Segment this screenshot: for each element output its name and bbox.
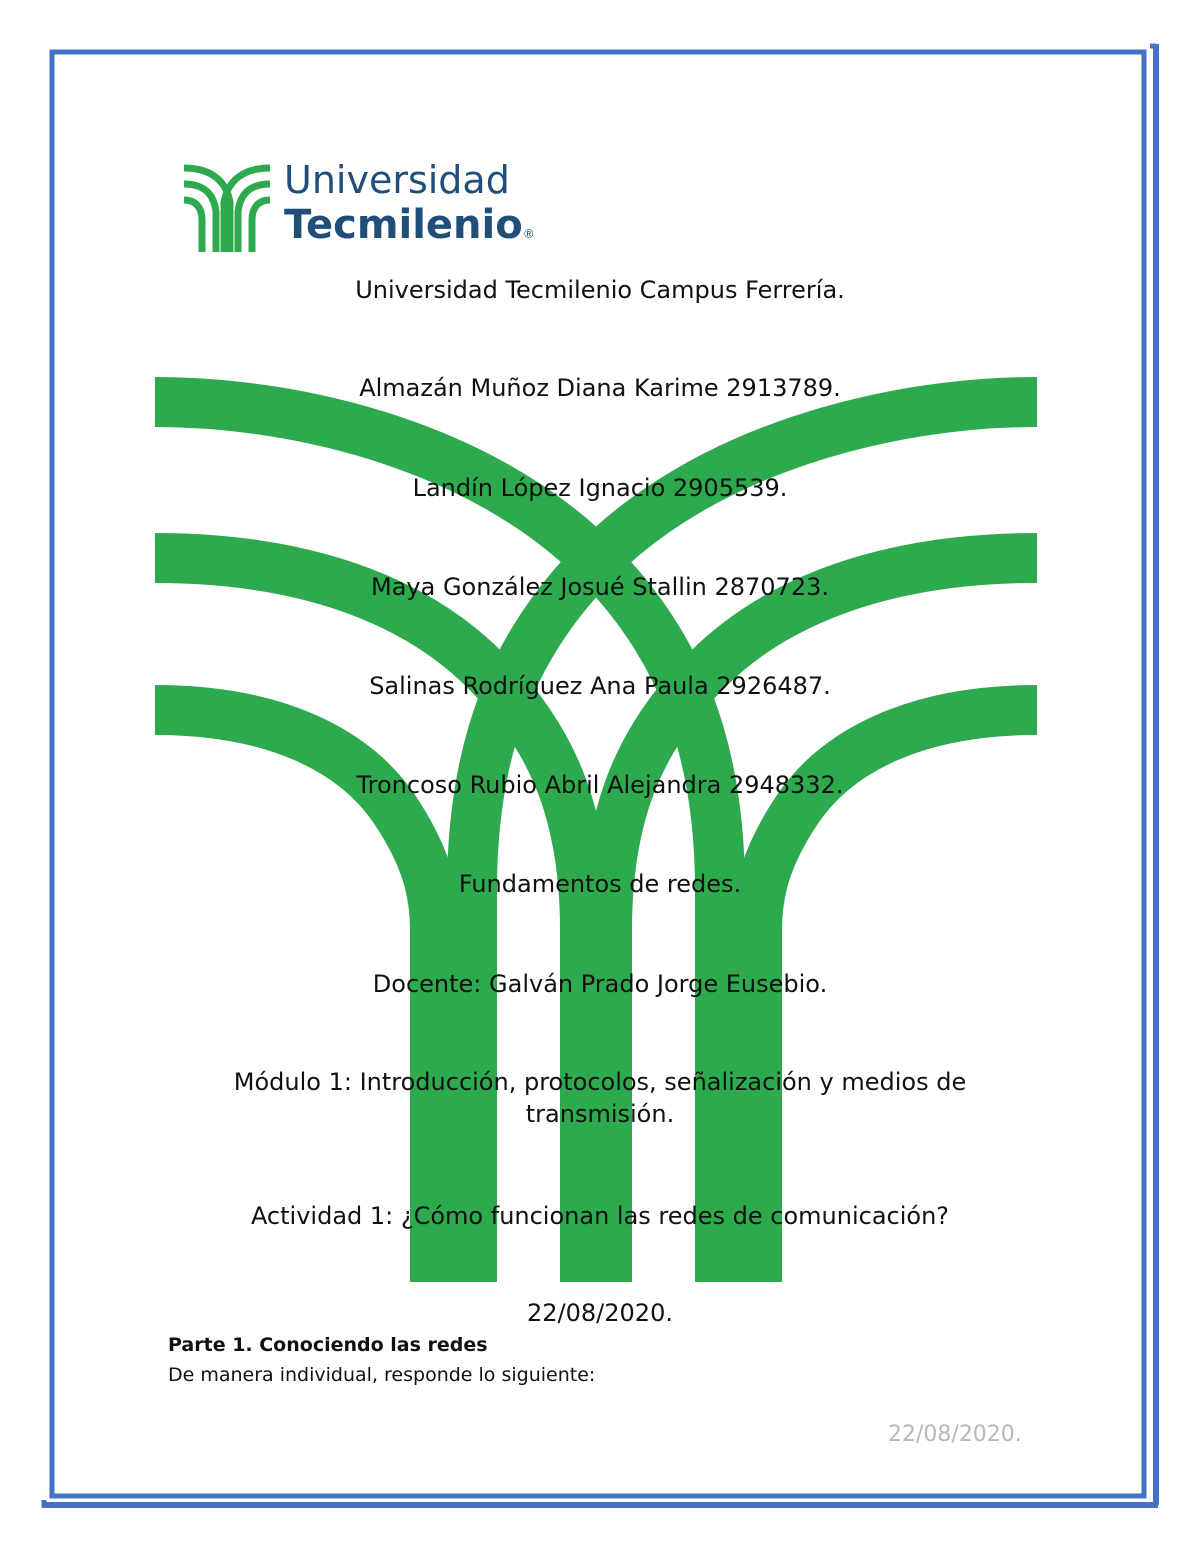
student-4: Salinas Rodríguez Ana Paula 2926487.: [369, 672, 831, 700]
student-2: Landín López Ignacio 2905539.: [412, 474, 788, 502]
student-5: Troncoso Rubio Abril Alejandra 2948332.: [356, 771, 844, 799]
campus-line: Universidad Tecmilenio Campus Ferrería.: [355, 276, 845, 304]
logo-wordmark-line1: Universidad: [284, 158, 510, 202]
student-1: Almazán Muñoz Diana Karime 2913789.: [359, 374, 841, 402]
tecmilenio-emblem-icon: [180, 162, 272, 252]
student-3: Maya González Josué Stallin 2870723.: [371, 573, 829, 601]
logo-wordmark-line2: [284, 202, 535, 248]
teacher-line: Docente: Galván Prado Jorge Eusebio.: [372, 970, 828, 998]
footer-date: 22/08/2020.: [888, 1422, 1022, 1447]
university-logo: [180, 158, 535, 257]
module-line: Módulo 1: Introducción, protocolos, señalización y medios de transmisión.: [233, 1068, 967, 1128]
watermark-emblem: [155, 370, 1037, 1282]
registered-mark: ®: [522, 227, 535, 241]
logo-wordmark-line2-text: Tecmilenio: [284, 202, 523, 248]
section-instructions: De manera individual, responde lo siguiente:: [168, 1364, 596, 1386]
cover-date: 22/08/2020.: [527, 1299, 673, 1327]
activity-line: Actividad 1: ¿Cómo funcionan las redes de comunicación?: [250, 1202, 950, 1230]
course-name: Fundamentos de redes.: [458, 870, 742, 898]
section-heading: Parte 1. Conociendo las redes: [168, 1334, 488, 1356]
